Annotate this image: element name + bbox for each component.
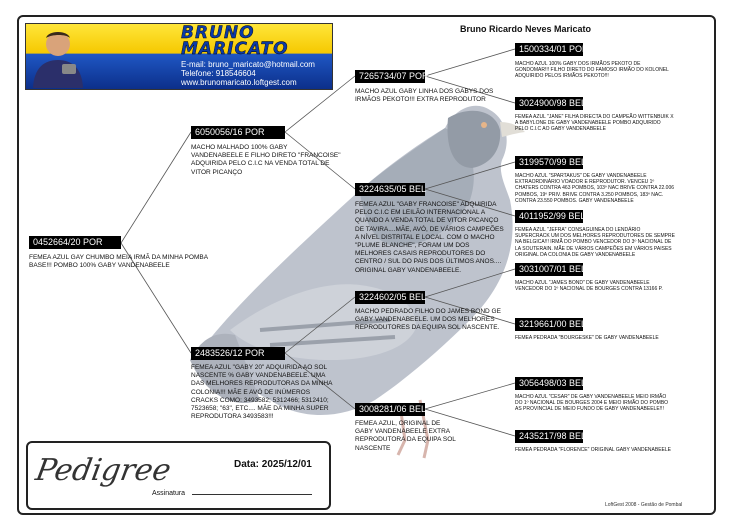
ds-sire-description: MACHO AZUL "JAMES BOND" DE GABY VANDENABEELE VENCEDOR DO 1º NACIONAL DE BOURGES CONTRA 13166 P. bbox=[515, 280, 663, 293]
sire-sire-description: MACHO AZUL GABY LINHA DOS GABYS DOS IRMÃOS PEKOTO!!! EXTRA REPRODUTOR bbox=[355, 88, 494, 104]
pedigree-footer-box bbox=[26, 441, 331, 510]
sd-sire-description: MACHO AZUL "SPARTAKUS" DE GABY VANDENABEELE EXTRAORDINÁRIO VOADOR E REPRODUTOR. VENCEU 1º CHATERS CONTRA 463 POMBOS, 103º NAC BRIVE CONTRA 22.006 POMBOS, 19º PRIV. BRIVE CONTRA 3.250 POMBOS, 183º NAC. CONTRA 23.550 POMBOS. GABY VANDENABEELE bbox=[515, 173, 675, 204]
ds-dam-description: FEMEA PEDRADA "BOURGESKE" DE GABY VANDENABEELE bbox=[515, 335, 659, 341]
signature-line bbox=[192, 494, 312, 495]
ss-sire-ring: 1500334/01 POR bbox=[515, 43, 583, 56]
breeder-name-line1: BRUNO bbox=[181, 23, 255, 43]
breeder-contact bbox=[181, 60, 315, 87]
dam-dam-ring: 3008281/06 BEL bbox=[355, 403, 425, 416]
dam-description: FEMEA AZUL "GABY 20" ADQUIRIDA AO SOL NASCENTE % GABY VANDENABEELE. UMA DAS MELHORES REPRODUTORAS DA MINHA COLONIA!!! MÃE E AVÓ DE INÚMEROS CRACKS COMO: 3493582; 5312466; 5312410; 7523658; "63", ETC.... MÃE DA MINHA SUPER REPRODUTORA 3493583!!! bbox=[191, 364, 333, 421]
sd-sire-ring: 3199570/99 BEL bbox=[515, 156, 583, 169]
breeder-name-logo bbox=[181, 25, 289, 57]
dd-dam-ring: 2435217/98 BEL bbox=[515, 430, 583, 443]
breeder-website: www.brunomaricato.loftgest.com bbox=[181, 78, 297, 87]
sire-dam-ring: 3224635/05 BEL bbox=[355, 183, 425, 196]
dd-sire-ring: 3056498/03 BEL bbox=[515, 377, 583, 390]
signature-label: Assinatura bbox=[152, 490, 186, 497]
dam-dam-description: FEMEA AZUL, ORIGINAL DE GABY VANDENABEELE EXTRA REPRODUTORA DA EQUIPA SOL NASCENTE bbox=[355, 420, 456, 452]
ss-sire-description: MACHO AZUL 100% GABY DOS IRMÃOS PEKOTO DE GONDOMAR!!! FILHO DIRETO DO FAMOSO IRMÃO DO KOLONEL ADQUIRIDO PELOS IRMÃOS PEKOTO!!! bbox=[515, 61, 669, 80]
breeder-phone: Telefone: 918546604 bbox=[181, 69, 256, 78]
page-title: Bruno Ricardo Neves Maricato bbox=[460, 24, 592, 34]
dd-sire-description: MACHO AZUL "CESAR" DE GABY VANDENABEELE MEIO IRMÃO DO 1º NACIONAL DE BOURGES 2004 E MEIO IRMÃO DO POMBO AS PROVINCIAL DE MEIO FUNDO DE GABY VANDENABEELE!!! bbox=[515, 394, 669, 413]
footer-credit: LoftGest 2008 - Gestão de Pombal bbox=[605, 502, 683, 508]
ds-sire-ring: 3031007/01 BEL bbox=[515, 263, 583, 276]
sire-description: MACHO MALHADO 100% GABY VANDENABEELE E FILHO DIRETO "FRANCOISE" ADQUIRIDA PELO C.I.C NA VENDA TOTAL DE VITOR PICANÇO bbox=[191, 144, 341, 176]
sd-dam-ring: 4011952/99 BEL bbox=[515, 210, 583, 223]
ds-dam-ring: 3219661/00 BEL bbox=[515, 318, 583, 331]
pedigree-logo: Pedigree bbox=[32, 453, 174, 488]
sire-sire-ring: 7265734/07 POR bbox=[355, 70, 425, 83]
sd-dam-description: FEMEA AZUL "JEFRA" CONSAGUINEA DO LENDÁRIO SUPERCRACK UM DOS MELHORES REPRODUTORES DE SEMPRE NA BELGICA!!! IRMÃ DO POMBO VENCEDOR DO 3º NACIONAL DE LA SOUTERAIN. MÃE DE VÁRIOS CAMPEÕES EM VÁRIOS PAISES ORIGINAL DA COLONIA DE GABY VANDENABEELE bbox=[515, 227, 675, 258]
ss-dam-description: FEMEA AZUL "JANE" FILHA DIRECTA DO CAMPEÃO WITTENBUIK X A BABYLONE DE GABY VANDENABEELE POMBO ADQUIRIDO PELO C.I.C AO GABY VANDENABEELE bbox=[515, 114, 674, 133]
breeder-email: E-mail: bruno_maricato@hotmail.com bbox=[181, 60, 315, 69]
subject-ring: 0452664/20 POR bbox=[29, 236, 121, 249]
sire-ring: 6050056/16 POR bbox=[191, 126, 285, 139]
dam-sire-ring: 3224602/05 BEL bbox=[355, 291, 425, 304]
breeder-name-line2: MARICATO bbox=[181, 39, 289, 59]
sire-dam-description: FEMEA AZUL "GABY FRANCOISE" ADQUIRIDA PELO C.I.C EM LEILÃO INTERNACIONAL A QUANDO A VENDA TOTAL DE VITOR PICANÇO DE TAVIRA....MÃE, AVÓ, DE VÁRIOS CAMPEÕES A NÍVEL DISTRITAL E LOCAL. COM O MACHO "PLUME BLANCHE", FORAM UM DOS MELHORES CASAIS REPRODUTORES DO CENTRO / SUL DO PAIS DOS ÚLTIMOS ANOS.... ORIGINAL GABY VANDENABEELE. bbox=[355, 201, 504, 274]
breeder-banner bbox=[25, 23, 333, 90]
breeder-photo-icon bbox=[28, 26, 86, 88]
dam-sire-description: MACHO PEDRADO FILHO DO JAMES BOND GE GABY VANDENABEELE. UM DOS MELHORES REPRODUTORES DA EQUIPA SOL NASCENTE. bbox=[355, 308, 501, 332]
pedigree-date: Data: 2025/12/01 bbox=[234, 459, 312, 470]
dam-ring: 2483526/12 POR bbox=[191, 347, 285, 360]
subject-description: FEMEA AZUL GAY CHUMBO MEIA IRMÃ DA MINHA POMBA BASE!!! POMBO 100% GABY VANDENABEELE bbox=[29, 254, 208, 270]
dd-dam-description: FEMEA PEDRADA "FLORENCE" ORIGINAL GABY VANDENABEELE bbox=[515, 447, 672, 453]
ss-dam-ring: 3024900/98 BEL bbox=[515, 97, 583, 110]
